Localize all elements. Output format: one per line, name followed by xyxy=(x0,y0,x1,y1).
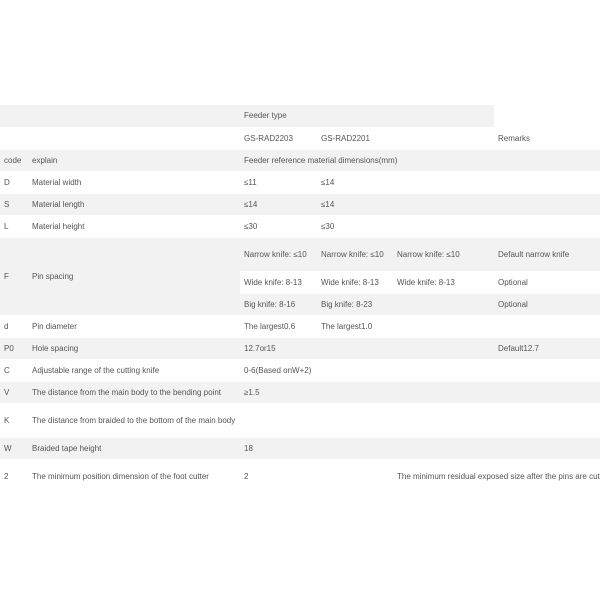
explain-header: explain xyxy=(28,149,240,171)
row-value-b: ≤14 xyxy=(317,171,393,193)
row-code: F xyxy=(0,237,28,315)
row-code: L xyxy=(0,215,28,237)
row-code: K xyxy=(0,403,28,437)
row-remark: Default12.7 xyxy=(494,337,600,359)
table-row xyxy=(0,215,600,237)
table-row xyxy=(0,315,600,337)
remarks-header: Remarks xyxy=(494,127,600,149)
code-header: code xyxy=(0,149,28,171)
row-explain: Braided tape height xyxy=(28,437,240,459)
row-explain: Adjustable range of the cutting knife xyxy=(28,359,240,381)
row-code: S xyxy=(0,193,28,215)
narrow-knife-remark: Default narrow knife xyxy=(494,237,600,271)
row-value-a: ≤30 xyxy=(240,215,317,237)
row-remark: The minimum residual exposed size after the pins are cut xyxy=(393,459,600,493)
header-row-models xyxy=(0,127,600,149)
table-row xyxy=(0,403,600,437)
feeder-type-header: Feeder type xyxy=(240,105,494,127)
row-code: V xyxy=(0,381,28,403)
big-knife-remark: Optional xyxy=(494,293,600,315)
row-value-a: ≤11 xyxy=(240,171,317,193)
row-code: 2 xyxy=(0,459,28,493)
row-explain: Material length xyxy=(28,193,240,215)
row-value-a: 12.7or15 xyxy=(240,337,317,359)
row-code: P0 xyxy=(0,337,28,359)
table-row xyxy=(0,381,600,403)
row-value-a: ≥1.5 xyxy=(240,381,317,403)
table-row xyxy=(0,237,600,271)
table-row xyxy=(0,337,600,359)
row-value-a: 18 xyxy=(240,437,317,459)
big-knife-b: Big knife: 8-23 xyxy=(317,293,393,315)
ref-dims-header: Feeder reference material dimensions(mm) xyxy=(240,149,600,171)
row-explain: The minimum position dimension of the foot cutter xyxy=(28,459,240,493)
big-knife-a: Big knife: 8-16 xyxy=(240,293,317,315)
row-explain: The distance from the main body to the bending point xyxy=(28,381,240,403)
wide-knife-remark: Optional xyxy=(494,271,600,293)
row-value-a: 0-6(Based onW+2) xyxy=(240,359,393,381)
table-row xyxy=(0,171,600,193)
row-explain: Pin diameter xyxy=(28,315,240,337)
row-value-b: The largest1.0 xyxy=(317,315,393,337)
narrow-knife-a: Narrow knife: ≤10 xyxy=(240,237,317,271)
table-row xyxy=(0,359,600,381)
row-value-b: ≤30 xyxy=(317,215,393,237)
model-a-header: GS-RAD2203 xyxy=(240,127,317,149)
row-value-a: ≤14 xyxy=(240,193,317,215)
header-blank xyxy=(393,127,494,149)
model-b-header: GS-RAD2201 xyxy=(317,127,393,149)
wide-knife-a: Wide knife: 8-13 xyxy=(240,271,317,293)
row-value-a: 2 xyxy=(240,459,393,493)
header-blank-right xyxy=(494,105,600,127)
table-row xyxy=(0,437,600,459)
row-explain: Hole spacing xyxy=(28,337,240,359)
table-row xyxy=(0,459,600,493)
row-code: D xyxy=(0,171,28,193)
wide-knife-c: Wide knife: 8-13 xyxy=(393,271,494,293)
row-explain: Pin spacing xyxy=(28,237,240,315)
narrow-knife-b: Narrow knife: ≤10 xyxy=(317,237,393,271)
header-row-feeder-type xyxy=(0,105,600,127)
table-row xyxy=(0,193,600,215)
row-value-a: The largest0.6 xyxy=(240,315,317,337)
row-explain: The distance from braided to the bottom of the main body xyxy=(28,403,240,437)
spec-table xyxy=(0,105,600,494)
narrow-knife-c: Narrow knife: ≤10 xyxy=(393,237,494,271)
header-blank xyxy=(0,105,240,127)
row-code: C xyxy=(0,359,28,381)
row-explain: Material height xyxy=(28,215,240,237)
row-code: d xyxy=(0,315,28,337)
row-value-b: ≤14 xyxy=(317,193,393,215)
header-blank xyxy=(0,127,240,149)
header-row-columns xyxy=(0,149,600,171)
row-explain: Material width xyxy=(28,171,240,193)
row-code: W xyxy=(0,437,28,459)
wide-knife-b: Wide knife: 8-13 xyxy=(317,271,393,293)
